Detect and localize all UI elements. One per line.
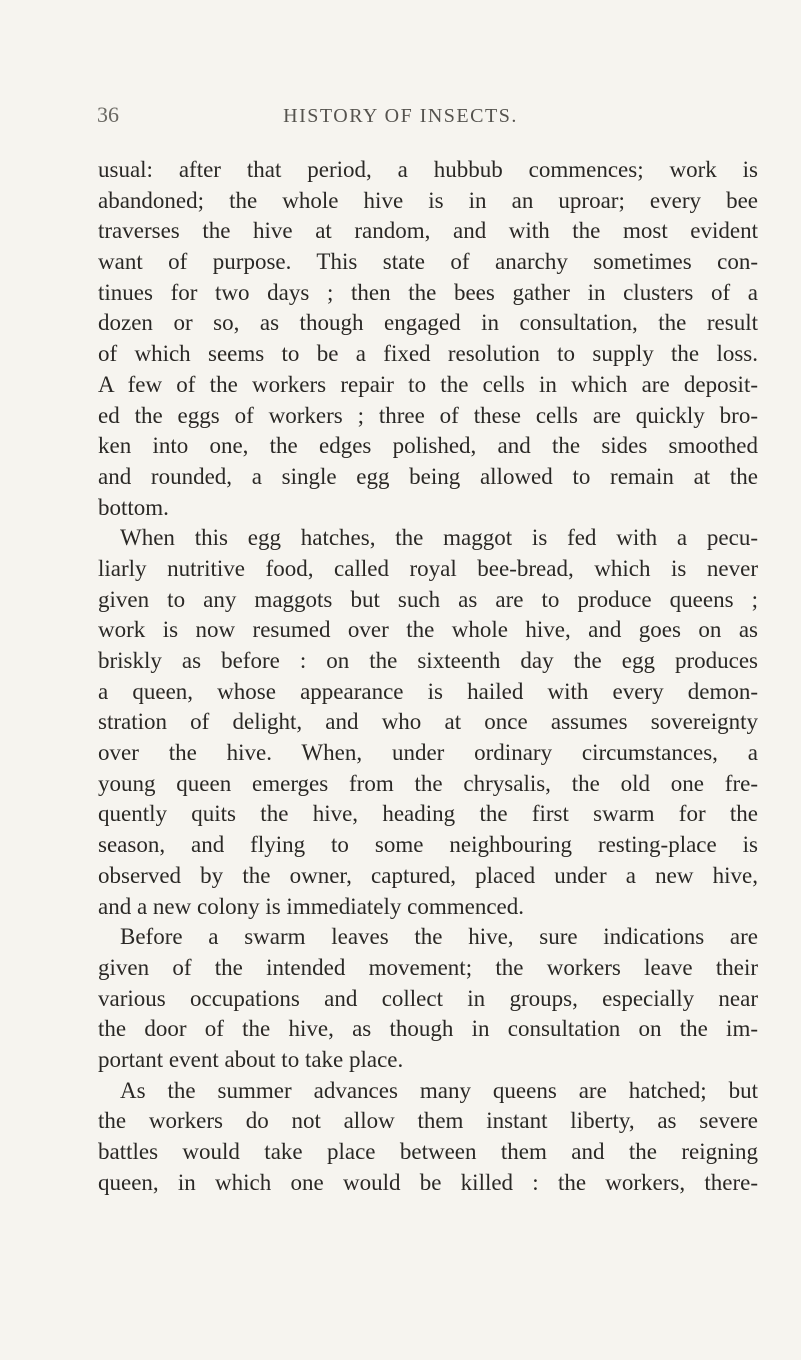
- text-line: a queen, whose appearance is hailed with every demon-: [98, 678, 758, 704]
- text-line: and rounded, a single egg being allowed to remain at the: [98, 463, 758, 489]
- text-line: portant event about to take place.: [98, 1046, 404, 1072]
- text-line: and a new colony is immediately commenced.: [98, 893, 525, 919]
- text-line: briskly as before : on the sixteenth day the egg produces: [98, 648, 758, 673]
- text-line: traverses the hive at random, and with the most evident: [98, 218, 758, 244]
- text-line: the workers do not allow them instant liberty, as severe: [98, 1108, 758, 1134]
- text-line: usual: after that period, a hubbub commences; work is: [98, 157, 758, 182]
- text-line: the door of the hive, as though in consultation on the im-: [98, 1016, 758, 1042]
- text-line: ken into one, the edges polished, and the sides smoothed: [98, 433, 758, 459]
- text-line: A few of the workers repair to the cells in which are deposit-: [98, 371, 758, 397]
- text-line: given to any maggots but such as are to produce queens ;: [98, 586, 758, 612]
- text-line: stration of delight, and who at once assumes sovereignty: [98, 709, 758, 735]
- text-line: bottom.: [98, 494, 169, 520]
- text-line: queen, in which one would be killed : the workers, there-: [98, 1169, 758, 1195]
- page-number: 36: [97, 102, 119, 127]
- text-line: quently quits the hive, heading the first swarm for the: [98, 801, 758, 827]
- text-line: given of the intended movement; the workers leave their: [98, 954, 758, 980]
- text-line: of which seems to be a fixed resolution to supply the loss.: [98, 341, 758, 367]
- text-line: battles would take place between them and the reigning: [98, 1139, 758, 1164]
- text-line: work is now resumed over the whole hive, and goes on as: [98, 617, 758, 643]
- text-line: dozen or so, as though engaged in consultation, the result: [98, 310, 758, 336]
- text-line: As the summer advances many queens are hatched; but: [120, 1077, 758, 1103]
- text-line: young queen emerges from the chrysalis, the old one fre-: [98, 770, 758, 796]
- body-text: [98, 155, 758, 1198]
- text-line: various occupations and collect in groups, especially near: [98, 985, 758, 1011]
- text-line: Before a swarm leaves the hive, sure indications are: [120, 924, 758, 950]
- text-line: season, and flying to some neighbouring resting-place is: [98, 832, 758, 858]
- text-line: abandoned; the whole hive is in an uproar; every bee: [98, 187, 758, 213]
- text-line: observed by the owner, captured, placed under a new hive,: [98, 862, 758, 888]
- text-line: tinues for two days ; then the bees gather in clusters of a: [98, 279, 758, 305]
- text-line: ed the eggs of workers ; three of these cells are quickly bro-: [98, 402, 758, 428]
- text-line: liarly nutritive food, called royal bee-bread, which is never: [98, 555, 758, 581]
- text-line: When this egg hatches, the maggot is fed with a pecu-: [120, 525, 758, 551]
- text-line: want of purpose. This state of anarchy sometimes con-: [98, 249, 758, 275]
- text-line: over the hive. When, under ordinary circumstances, a: [98, 740, 758, 766]
- running-head: HISTORY OF INSECTS.: [283, 105, 518, 127]
